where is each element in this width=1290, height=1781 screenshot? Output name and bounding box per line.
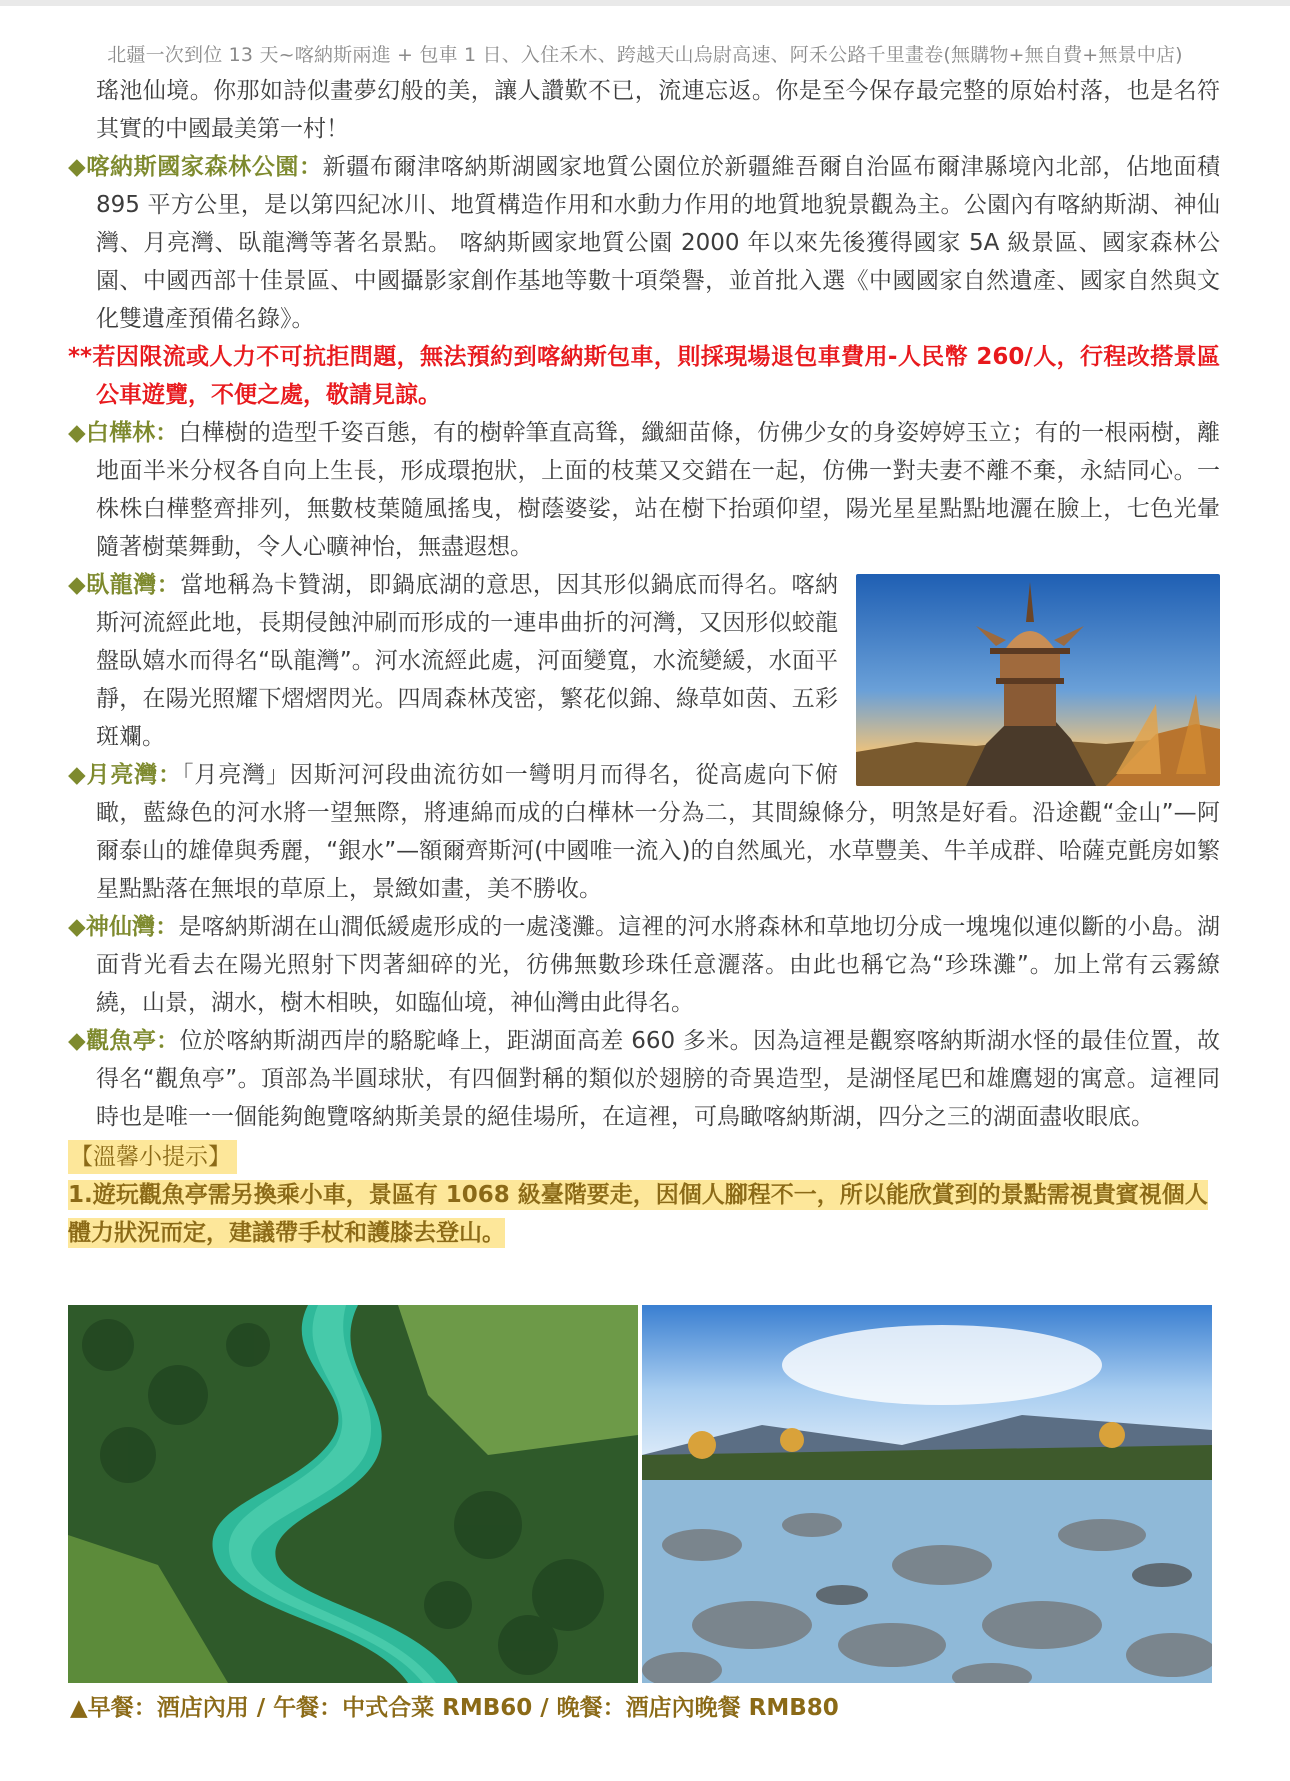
diamond-bullet-icon: ◆ (68, 572, 87, 598)
section-text: 當地稱為卡贊湖，即鍋底湖的意思，因其形似鍋底而得名。喀納斯河流經此地，長期侵蝕沖刷而形成的一連串曲折的河灣，又因形似蛟龍盤臥嬉水而得名“臥龍灣”。河水流經此處，河面變寬，水流變緩，水面平靜，在陽光照耀下熠熠閃光。四周森林茂密，繁花似錦、綠草如茵、五彩斑斕。 (96, 572, 839, 750)
diamond-bullet-icon: ◆ (68, 1028, 87, 1054)
page-header: 北疆一次到位 13 天~喀納斯兩進 + 包車 1 日、入住禾木、跨越天山烏尉高速、阿禾公路千里畫卷(無購物+無自費+無景中店) (107, 44, 1183, 66)
river-photo (68, 1305, 638, 1683)
diamond-bullet-icon: ◆ (68, 914, 86, 940)
section-shenxian-bay (68, 908, 1220, 1022)
tips-item-text: 1.遊玩觀魚亭需另換乘小車，景區有 1068 級臺階要走，因個人腳程不一，所以能欣賞到的景點需視貴賓視個人體力狀況而定，建議帶手杖和護膝去登山。 (68, 1182, 1208, 1246)
section-text: 白樺樹的造型千姿百態，有的樹幹筆直高聳，纖細苗條，仿佛少女的身姿婷婷玉立；有的一根兩樹，離地面半米分杈各自向上生長，形成環抱狀，上面的枝葉又交錯在一起，仿佛一對夫妻不離不棄，永結同心。一株株白樺整齊排列，無數枝葉隨風搖曳，樹蔭婆娑，站在樹下抬頭仰望，陽光星星點點地灑在臉上，七色光暈隨著樹葉舞動，令人心曠神怡，無盡遐想。 (96, 420, 1221, 560)
section-text: 是喀納斯湖在山澗低緩處形成的一處淺灘。這裡的河水將森林和草地切分成一塊塊似連似斷的小島。湖面背光看去在陽光照射下閃著細碎的光，彷佛無數珍珠任意灑落。由此也稱它為“珍珠灘”。加上常有云霧繚繞，山景，湖水，樹木相映，如臨仙境，神仙灣由此得名。 (96, 914, 1221, 1016)
pavilion-image (856, 574, 1220, 786)
section-text: 新疆布爾津喀納斯湖國家地質公園位於新疆維吾爾自治區布爾津縣境內北部，佔地面積 895 平方公里，是以第四紀冰川、地質構造作用和水動力作用的地質地貌景觀為主。公園內有喀納斯湖、神仙灣、月亮灣、臥龍灣等著名景點。 喀納斯國家地質公園 2000 年以來先後獲得國家 5A 級景區、國家森林公園、中國西部十佳景區、中國攝影家創作基地等數十項榮譽，並首批入選《中國國家自然遺產、國家自然與文化雙遺產預備名錄》。 (96, 154, 1220, 332)
section-label: 月亮灣： (86, 762, 183, 788)
section-text: 位於喀納斯湖西岸的駱駝峰上，距湖面高差 660 多米。因為這裡是觀察喀納斯湖水怪的最佳位置，故得名“觀魚亭”。頂部為半圓球狀，有四個對稱的類似於翅膀的奇異造型，是湖怪尾巴和雄鷹翅的寓意。這裡同時也是唯一一個能夠飽覽喀納斯美景的絕佳場所，在這裡，可鳥瞰喀納斯湖，四分之三的湖面盡收眼底。 (96, 1028, 1220, 1130)
meals-info: ▲早餐：酒店內用 / 午餐：中式合菜 RMB60 / 晚餐：酒店內晚餐 RMB80 (70, 1695, 839, 1721)
section-kanas-park (68, 148, 1220, 338)
section-label: 喀納斯國家森林公園： (86, 154, 323, 180)
tips-item (68, 1176, 1220, 1252)
top-divider (0, 0, 1290, 6)
section-label: 觀魚亭： (86, 1028, 180, 1054)
itinerary-content (68, 72, 1220, 1252)
diamond-bullet-icon: ◆ (68, 420, 86, 446)
section-label: 白樺林： (85, 420, 179, 446)
intro-continuation: 瑤池仙境。你那如詩似畫夢幻般的美，讓人讚歎不已，流連忘返。你是至今保存最完整的原始村落，也是名符其實的中國最美第一村！ (96, 78, 1220, 142)
section-label: 臥龍灣： (86, 572, 181, 598)
pavilion-photo (856, 574, 1220, 786)
section-guanyu-pavilion (68, 1022, 1220, 1136)
photo-row (68, 1305, 1212, 1683)
section-label: 神仙灣： (85, 914, 179, 940)
section-birch-forest (68, 414, 1220, 566)
river-image (68, 1305, 638, 1683)
diamond-bullet-icon: ◆ (68, 154, 87, 180)
diamond-bullet-icon: ◆ (68, 762, 87, 788)
lake-image (642, 1305, 1212, 1683)
warning-notice: **若因限流或人力不可抗拒問題，無法預約到喀納斯包車，則採現場退包車費用-人民幣 260/人，行程改搭景區公車遊覽，不便之處，敬請見諒。 (68, 344, 1220, 408)
lake-photo (642, 1305, 1212, 1683)
tips-title: 【溫馨小提示】 (68, 1140, 237, 1174)
section-text: 「月亮灣」因斯河河段曲流彷如一彎明月而得名，從高處向下俯瞰，藍綠色的河水將一望無際，將連綿而成的白樺林一分為二，其間線條分，明煞是好看。沿途觀“金山”—阿爾泰山的雄偉與秀麗，“銀水”—額爾齊斯河(中國唯一流入)的自然風光，水草豐美、牛羊成群、哈薩克氈房如繁星點點落在無垠的草原上，景緻如畫，美不勝收。 (96, 762, 1220, 902)
